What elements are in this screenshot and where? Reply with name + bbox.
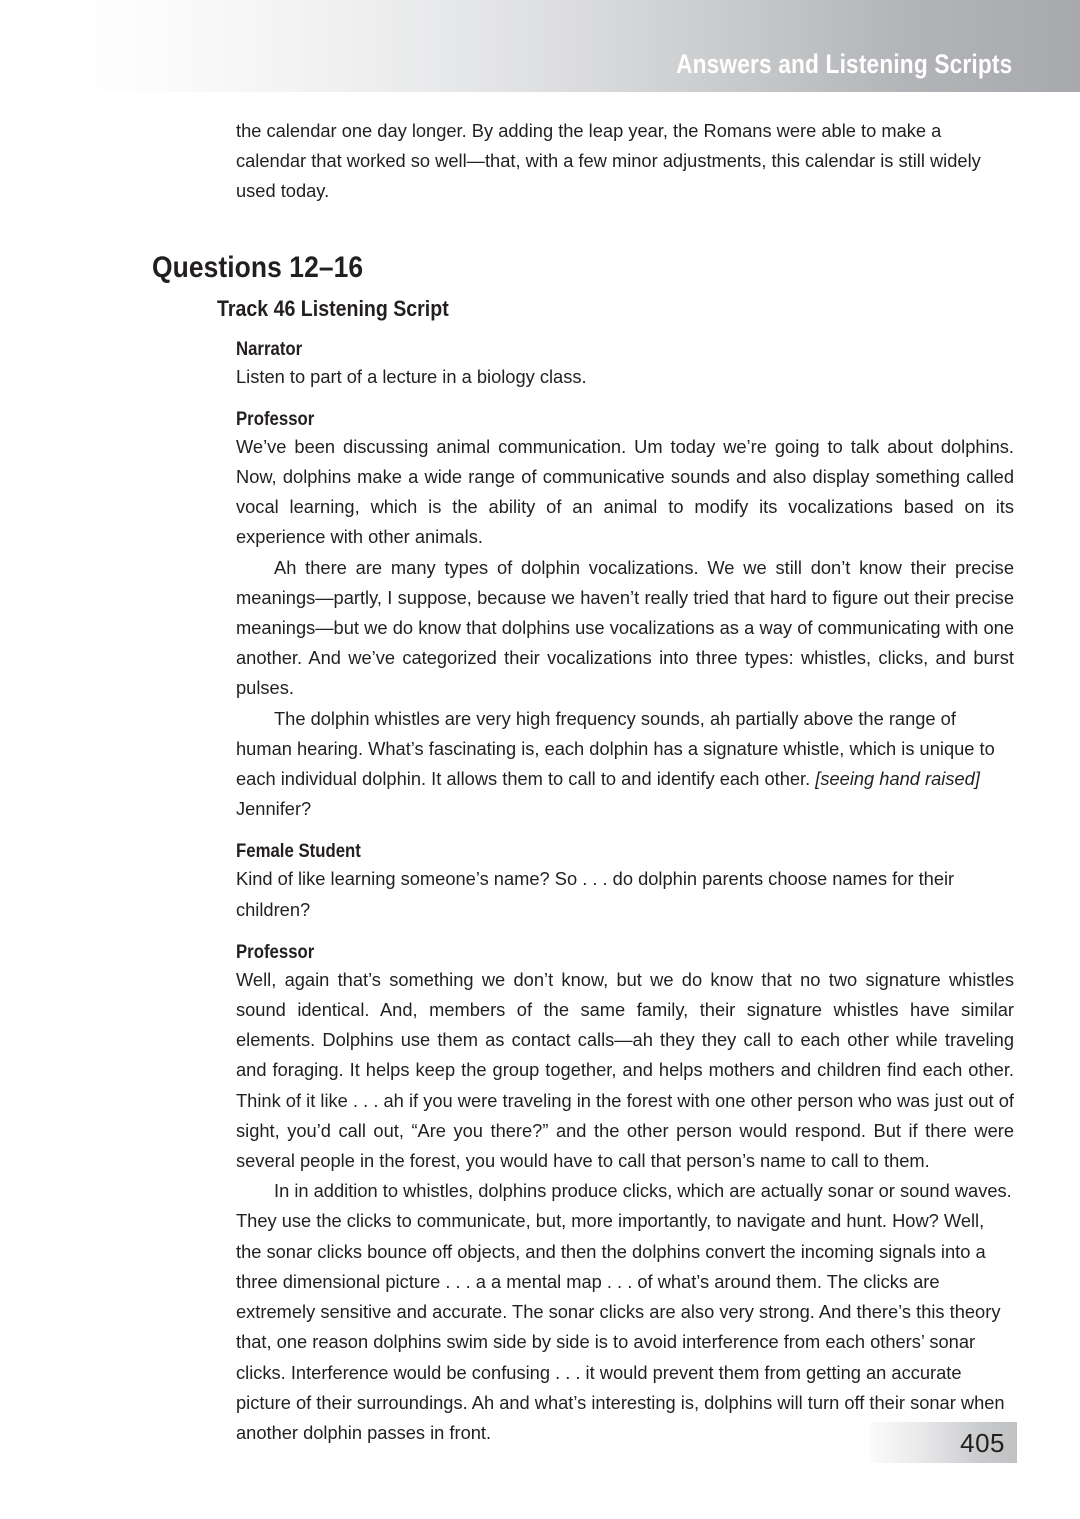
- spacer: [152, 207, 1014, 251]
- professor-1-paragraph-3-tail: Jennifer?: [236, 798, 312, 820]
- track-heading-label: Track 46 Listening Script: [217, 295, 449, 321]
- speaker-label-professor-1: [152, 406, 1014, 432]
- spacer: [152, 925, 1014, 939]
- page-number: 405: [960, 1427, 1005, 1458]
- speaker-professor-text-2: Professor: [236, 940, 315, 963]
- page-number-footer: [870, 1422, 1017, 1463]
- stage-direction-seeing-hand-raised: [seeing hand raised]: [815, 768, 980, 790]
- speaker-label-narrator: [152, 336, 1014, 362]
- page-running-header: [0, 0, 1080, 92]
- speaker-female-student-text: Female Student: [236, 840, 361, 863]
- female-student-line: Kind of like learning someone’s name? So . . . do dolphin parents choose names for their children?: [236, 868, 955, 920]
- running-header-title: Answers and Listening Scripts: [675, 49, 1012, 79]
- speaker-professor-text: Professor: [236, 407, 315, 430]
- professor-1-paragraph-2: Ah there are many types of dolphin vocalizations. We we still don’t know their precise meanings—partly, I suppose, because we haven’t really tried that hard to figure out their precise meanings—but we do know that dolphins use vocalizations as a way of communicating with one another. And we’ve categorized their vocalizations into three types: whistles, clicks, and burst pulses.: [236, 556, 1014, 699]
- spacer: [152, 285, 1014, 296]
- professor-1-paragraph-1: We’ve been discussing animal communication. Um today we’re going to talk about dolphins. Now, dolphins make a wide range of communicative sounds and also display something called vocal learning, which is the ability of an animal to modify its vocalizations based on its experience with other animals.: [236, 435, 1014, 548]
- speaker-narrator-text: Narrator: [236, 337, 303, 360]
- professor-2-paragraph-1: Well, again that’s something we don’t know, but we do know that no two signature whistles sound identical. And, members of the same family, their signature whistles have similar elements. Dolphins use them as contact calls—ah they they call to each other while traveling and foraging. It helps keep the group together, and helps mothers and children find each other. Think of it like . . . ah if you were traveling in the forest with one other person who was just out of sight, you’d call out, “Are you there?” and the other person would respond. But if there were several people in the forest, you would have to call that person’s name to call to them.: [236, 968, 1014, 1172]
- speaker-label-professor-2: [152, 939, 1014, 965]
- section-heading-questions: Questions 12–16: [152, 250, 364, 284]
- speaker-label-female-student: [152, 838, 1014, 864]
- spacer: [152, 322, 1014, 336]
- professor-1-paragraph-3: [152, 704, 1014, 825]
- professor-2-paragraph-2: In in addition to whistles, dolphins produce clicks, which are actually sonar or sound waves. They use the clicks to communicate, but, more importantly, to navigate and hunt. How? Well, the sonar clicks bounce off objects, and then the dolphins convert the incoming signals into a three dimensional picture . . . a a mental map . . . of what’s around them. The clicks are extremely sensitive and accurate. The sonar clicks are also very strong. And there’s this theory that, one reason dolphins swim side by side is to avoid interference from each others’ sonar clicks. Interference would be confusing . . . it would prevent them from getting an accurate picture of their surroundings. Ah and what’s interesting is, dolphins will turn off their sonar when another dolphin passes in front.: [236, 1180, 1012, 1443]
- spacer: [152, 392, 1014, 406]
- professor-1-paragraph-3-main: The dolphin whistles are very high frequency sounds, ah partially above the range of human hearing. What’s fascinating is, each dolphin has a signature whistle, which is unique to each individual dolphin. It allows them to call to and identify each other.: [236, 707, 995, 790]
- spacer: [152, 824, 1014, 838]
- page-content-column: [152, 116, 1014, 1448]
- track-listening-script-heading: [152, 296, 1014, 322]
- narrator-line: Listen to part of a lecture in a biology class.: [236, 365, 587, 387]
- continued-paragraph: the calendar one day longer. By adding the leap year, the Romans were able to make a calendar that worked so well—that, with a few minor adjustments, this calendar is still widely used today.: [236, 120, 981, 202]
